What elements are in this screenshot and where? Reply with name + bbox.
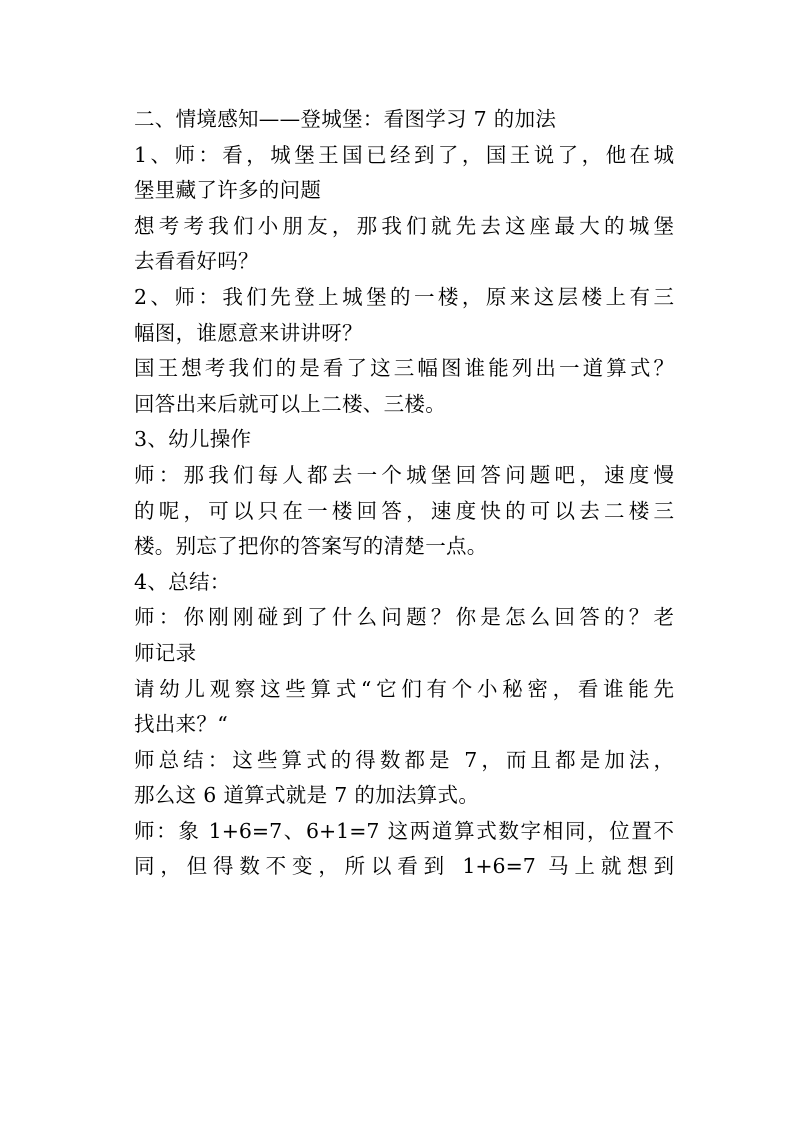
text-line: 师：象 1+6=7、6+1=7 这两道算式数字相同，位置不 [134,818,674,843]
text-line: 师：你刚刚碰到了什么问题？你是怎么回答的？老 [134,605,674,630]
text-line: 去看看好吗？ [134,249,259,274]
text-line: 堡里藏了许多的问题 [134,178,322,203]
text-line: 师：那我们每人都去一个城堡回答问题吧，速度慢 [134,462,674,487]
text-line: 同，但得数不变，所以看到 1+6=7 马上就想到 [134,854,674,879]
text-line: 国王想考我们的是看了这三幅图谁能列出一道算式？ [134,356,674,381]
text-line: 1、师：看，城堡王国已经到了，国王说了，他在城 [134,142,674,167]
text-line: 的呢，可以只在一楼回答，速度快的可以去二楼三 [134,498,674,523]
text-line: 那么这 6 道算式就是 7 的加法算式。 [134,783,480,808]
section-heading: 二、情境感知——登城堡：看图学习 7 的加法 [134,107,557,131]
text-line: 找出来？“ [134,712,228,737]
text-line: 想考考我们小朋友，那我们就先去这座最大的城堡 [134,213,674,238]
text-line: 幅图，谁愿意来讲讲呀？ [134,320,363,345]
text-line: 师总结：这些算式的得数都是 7，而且都是加法， [134,747,674,772]
text-line: 请幼儿观察这些算式“它们有个小秘密，看谁能先 [134,676,674,701]
document-body [134,102,674,885]
step-heading: 4、总结： [134,569,231,594]
text-line: 楼。别忘了把你的答案写的清楚一点。 [134,534,488,559]
step-heading: 3、幼儿操作 [134,427,252,452]
text-line: 回答出来后就可以上二楼、三楼。 [134,391,446,416]
text-line: 师记录 [134,640,197,665]
text-line: 2、师：我们先登上城堡的一楼，原来这层楼上有三 [134,284,674,309]
